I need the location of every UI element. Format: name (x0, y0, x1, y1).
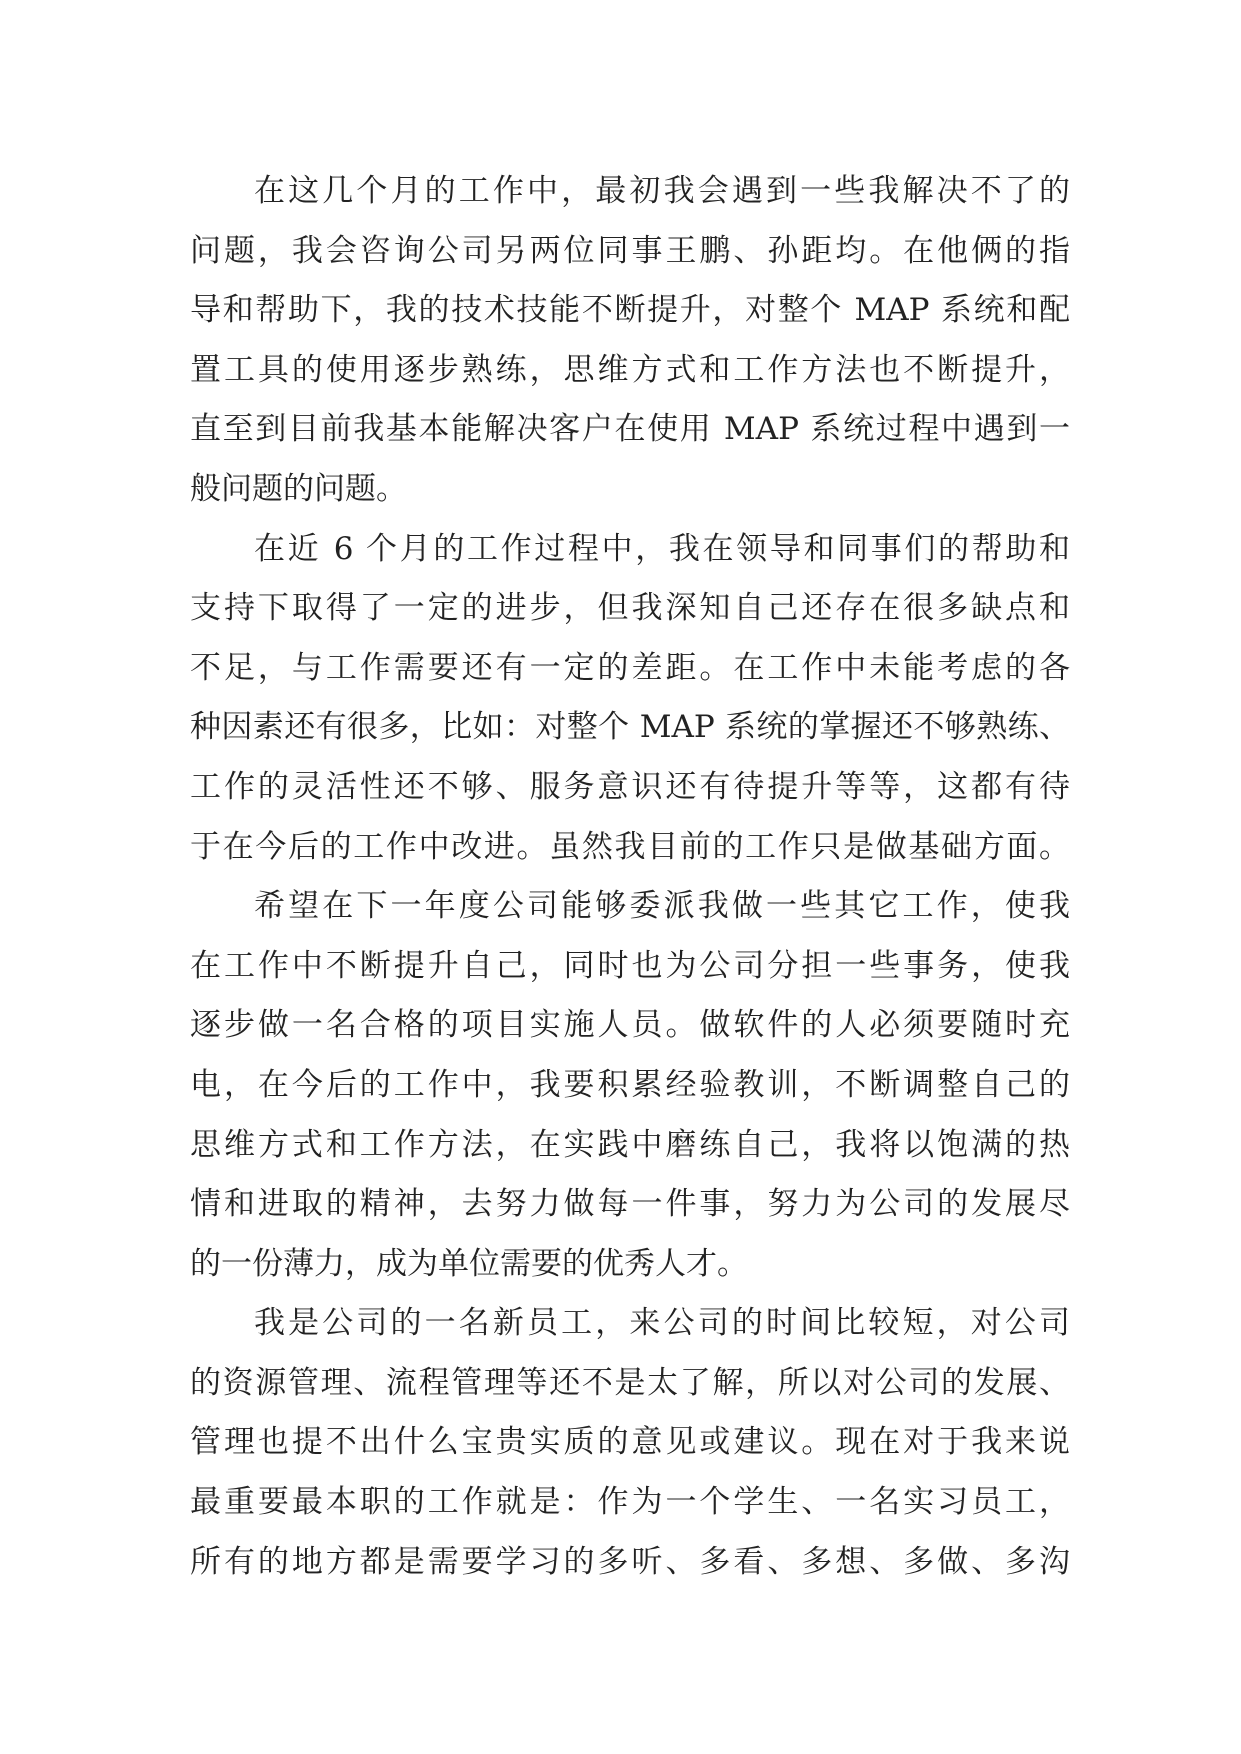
paragraph (190, 1294, 1070, 1592)
text-line: 直至到目前我基本能解决客户在使用 MAP 系统过程中遇到一 (190, 411, 1070, 448)
text-line: 希望在下一年度公司能够委派我做一些其它工作，使我 (254, 888, 1070, 925)
text-line: 电，在今后的工作中，我要积累经验教训，不断调整自己的 (190, 1066, 1070, 1103)
text-line: 在工作中不断提升自己，同时也为公司分担一些事务，使我 (190, 947, 1070, 984)
text-line: 工作的灵活性还不够、服务意识还有待提升等等，这都有待 (190, 768, 1070, 805)
paragraph (190, 520, 1070, 878)
text-line: 在这几个月的工作中，最初我会遇到一些我解决不了的 (254, 173, 1070, 209)
paragraph (190, 877, 1070, 1294)
text-line: 种因素还有很多，比如：对整个 MAP 系统的掌握还不够熟练、 (190, 709, 1070, 746)
text-line: 般问题的问题。 (190, 470, 407, 507)
text-line: 最重要最本职的工作就是：作为一个学生、一名实习员工， (190, 1484, 1070, 1521)
text-line: 置工具的使用逐步熟练，思维方式和工作方法也不断提升， (190, 351, 1070, 388)
paragraph (190, 162, 1070, 520)
text-line: 支持下取得了一定的进步，但我深知自己还存在很多缺点和 (190, 590, 1070, 627)
text-line: 我是公司的一名新员工，来公司的时间比较短，对公司 (254, 1305, 1070, 1342)
text-line: 导和帮助下，我的技术技能不断提升，对整个 MAP 系统和配 (190, 292, 1070, 329)
text-line: 管理也提不出什么宝贵实质的意见或建议。现在对于我来说 (190, 1424, 1070, 1461)
text-line: 在近 6 个月的工作过程中，我在领导和同事们的帮助和 (254, 530, 1070, 567)
text-line: 所有的地方都是需要学习的多听、多看、多想、多做、多沟 (190, 1543, 1070, 1580)
text-line: 逐步做一名合格的项目实施人员。做软件的人必须要随时充 (190, 1007, 1070, 1044)
text-line: 于在今后的工作中改进。虽然我目前的工作只是做基础方面。 (190, 828, 1070, 865)
text-line: 思维方式和工作方法，在实践中磨练自己，我将以饱满的热 (190, 1126, 1070, 1163)
text-line: 情和进取的精神，去努力做每一件事，努力为公司的发展尽 (190, 1186, 1070, 1223)
text-line: 的一份薄力，成为单位需要的优秀人才。 (190, 1245, 748, 1282)
text-line: 的资源管理、流程管理等还不是太了解，所以对公司的发展、 (190, 1364, 1070, 1401)
text-line: 不足，与工作需要还有一定的差距。在工作中未能考虑的各 (190, 649, 1070, 686)
document-body (190, 162, 1070, 1592)
text-line: 问题，我会咨询公司另两位同事王鹏、孙距均。在他俩的指 (190, 232, 1070, 269)
